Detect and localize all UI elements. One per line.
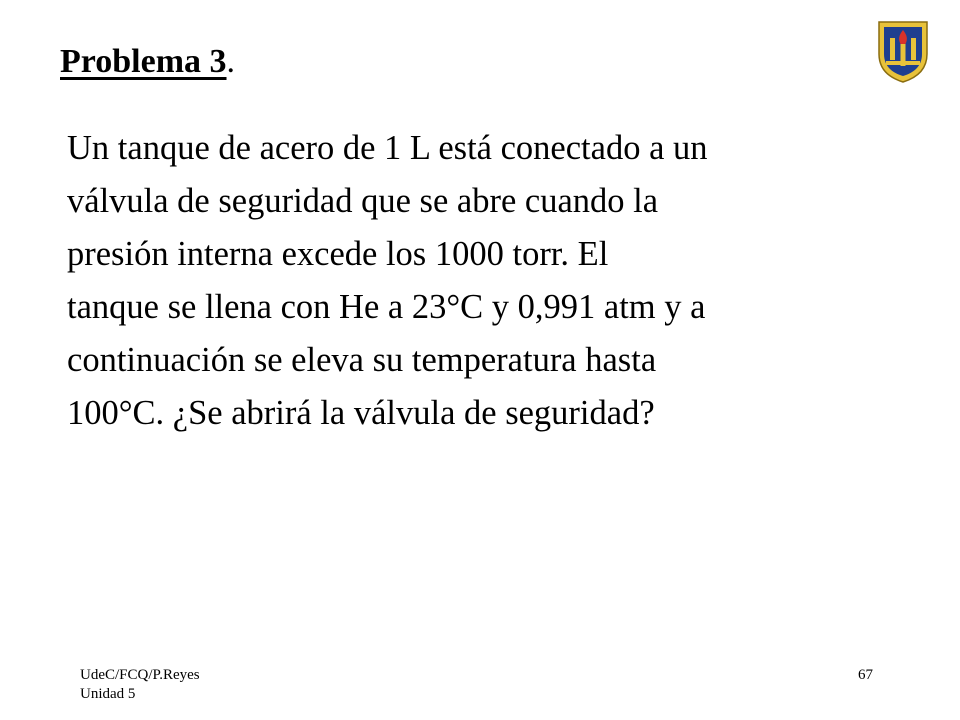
crest-column-right [911,38,916,60]
crest-base [886,61,920,65]
footer-author: UdeC/FCQ/P.Reyes [80,667,200,683]
footer-unit: Unidad 5 [80,686,136,702]
problem-line: válvula de seguridad que se abre cuando la [67,182,659,220]
problem-line: 100°C. ¿Se abrirá la válvula de seguridad? [67,394,655,432]
page-number: 67 [858,667,873,683]
problem-statement [67,122,927,440]
problem-line: presión interna excede los 1000 torr. El [67,235,609,273]
problem-line: continuación se eleva su temperatura hasta [67,341,657,379]
problem-line: Un tanque de acero de 1 L está conectado a un [67,129,708,167]
slide-title [60,42,235,82]
crest-column-left [890,38,895,60]
slide-title-period: . [226,43,236,80]
footer-credits [80,666,200,704]
problem-line: tanque se llena con He a 23°C y 0,991 atm y a [67,288,706,326]
university-crest-icon [876,18,930,84]
slide-title-text: Problema 3 [60,43,227,80]
